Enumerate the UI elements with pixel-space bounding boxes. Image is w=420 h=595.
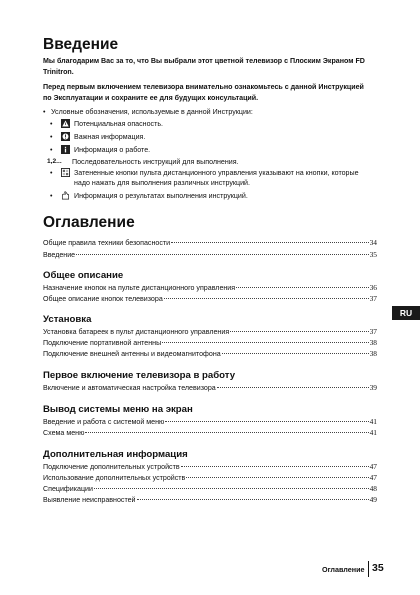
bullet-icon: • [50,192,53,200]
toc-entry-page: 35 [369,250,377,259]
bullet-icon: • [50,120,53,128]
toc-entry-page: 47 [369,473,377,482]
bullet-icon: • [50,146,53,154]
toc-entry-text: Общее описание кнопок телевизора [43,295,163,303]
toc-entry-page: 37 [369,294,377,303]
toc-entry-page: 39 [369,383,377,392]
toc-entry[interactable] [43,484,377,494]
dot-leader [222,353,369,354]
dot-leader [162,342,368,343]
toc-entry-page: 38 [369,349,377,358]
dot-leader [217,387,369,388]
results-hand-icon [61,191,70,200]
toc-entry[interactable] [43,462,377,472]
toc-entry[interactable] [43,338,377,348]
important-icon [61,132,70,141]
toc-entry-text: Схема меню [43,429,85,437]
legend-lead [43,107,253,117]
legend-text: Затененные кнопки пульта дистанционного управления указывают на кнопки, которые надо нажать для выполнения различных инструкций. [74,169,359,187]
remote-buttons-icon [61,168,70,177]
dot-leader [137,499,369,500]
toc-entry-text: Подключение портативной антенны [43,339,162,347]
toc-entry-page: 47 [369,462,377,471]
step-sequence-symbol: 1,2... [47,158,62,165]
dot-leader [76,254,368,255]
toc-entry[interactable] [43,283,377,293]
dot-leader [236,287,368,288]
toc-entry[interactable] [43,238,377,248]
toc-section-heading: Дополнительная информация [43,449,188,460]
intro-title: Введение [43,36,119,53]
toc-entry-text: Использование дополнительных устройств [43,474,186,482]
toc-entry-text: Включение и автоматическая настройка телевизора [43,384,216,392]
toc-entry-page: 37 [369,327,377,336]
toc-section-heading: Установка [43,314,92,325]
dot-leader [181,466,369,467]
toc-entry[interactable] [43,250,377,260]
footer-divider [368,561,369,577]
bullet-icon: • [50,169,53,177]
toc-entry-page: 48 [369,484,377,493]
legend-text: Важная информация. [74,133,146,141]
legend-text: Последовательность инструкций для выполнения. [72,158,239,166]
bullet-icon: • [43,108,46,116]
toc-entry-page: 36 [369,283,377,292]
warning-icon [61,119,70,128]
intro-read-first-paragraph: Перед первым включением телевизора внимательно ознакомьтесь с данной Инструкцией по Эксплуатации и сохраните ее для будущих консультаций. [43,83,364,102]
toc-entry[interactable] [43,294,377,304]
toc-title: Оглавление [43,214,135,231]
toc-entry-text: Общие правила техники безопасности [43,239,171,247]
toc-entry-text: Установка батареек в пульт дистанционного управления [43,328,230,336]
dot-leader [85,432,368,433]
toc-entry-page: 41 [369,428,377,437]
toc-entry[interactable] [43,495,377,505]
toc-entry-text: Введение и работа с системой меню [43,418,165,426]
page-number: 35 [372,562,384,574]
toc-section-heading: Вывод системы меню на экран [43,404,193,415]
toc-entry[interactable] [43,428,377,438]
toc-entry[interactable] [43,417,377,427]
toc-entry[interactable] [43,349,377,359]
toc-entry-page: 41 [369,417,377,426]
toc-section-heading: Первое включение телевизора в работу [43,370,236,381]
footer-section-label: Оглавление [322,565,365,574]
toc-entry[interactable] [43,383,377,393]
toc-section-heading: Общее описание [43,270,124,281]
dot-leader [165,421,368,422]
toc-entry[interactable] [43,473,377,483]
toc-entry-text: Подключение дополнительных устройств [43,463,180,471]
intro-thanks-paragraph: Мы благодарим Вас за то, что Вы выбрали этот цветной телевизор с Плоским Экраном FD Trinitron. [43,57,365,76]
toc-entry-text: Спецификации [43,485,93,493]
dot-leader [164,298,369,299]
legend-lead-text: Условные обозначения, используемые в данной Инструкции: [51,108,253,116]
toc-entry[interactable] [43,327,377,337]
toc-entry-text: Выявление неисправностей [43,496,136,504]
language-tab: RU [392,306,420,320]
bullet-icon: • [50,133,53,141]
toc-entry-page: 34 [369,238,377,247]
legend-text: Информация о результатах выполнения инструкций. [74,192,248,200]
toc-entry-text: Введение [43,251,76,259]
legend-text: Потенциальная опасность. [74,120,164,128]
info-icon [61,145,70,154]
dot-leader [230,331,368,332]
toc-entry-page: 49 [369,495,377,504]
toc-entry-text: Назначение кнопок на пульте дистанционного управления [43,284,236,292]
dot-leader [94,488,369,489]
toc-entry-page: 38 [369,338,377,347]
toc-entry-text: Подключение внешней антенны и видеомагнитофона [43,350,221,358]
dot-leader [186,477,368,478]
dot-leader [171,242,369,243]
legend-text: Информация о работе. [74,146,151,154]
